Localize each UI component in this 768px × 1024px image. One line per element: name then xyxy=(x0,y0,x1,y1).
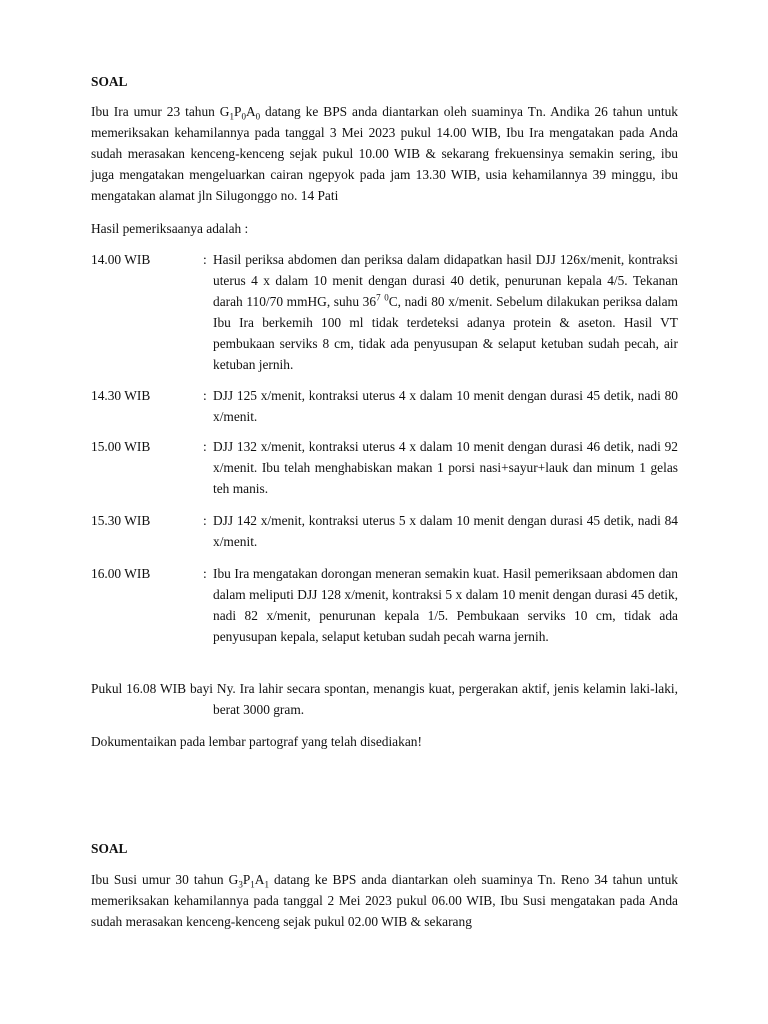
entry-colon: : xyxy=(203,513,207,528)
entry-text: Ibu Ira mengatakan dorongan meneran semakin kuat. Hasil pemeriksaan abdomen dan dalam meliputi DJJ 128 x/menit, kontraksi 5 x dalam 10 menit dengan durasi 45 detik, nadi 82 x/menit, penurunan kepala 1/5. Pembukaan serviks 10 cm, tidak ada penyusupan kepala, selaput ketuban sudah pecah warna jernih. xyxy=(213,566,678,644)
entry-colon: : xyxy=(203,566,207,581)
entry-time: 15.00 WIB xyxy=(91,439,151,454)
entry-time: 14.30 WIB xyxy=(91,388,151,403)
case-intro-2: Ibu Susi umur 30 tahun $G_3P_1A_1$ datang ke BPS anda diantarkan oleh suaminya Tn. Reno 34 tahun untuk memeriksakan kehamilannya pada tanggal 2 Mei 2023 pukul 06.00 WIB, Ibu Susi mengatakan pada Anda sudah merasakan kenceng-kenceng sejak pukul 02.00 WIB & sekarang xyxy=(91,872,678,929)
entry-time: 16.00 WIB xyxy=(91,566,151,581)
soal-heading-2: SOAL xyxy=(91,841,128,856)
entry-text: DJJ 132 x/menit, kontraksi uterus 4 x dalam 10 menit dengan durasi 46 detik, nadi 92 x/menit. Ibu telah menghabiskan makan 1 porsi nasi+sayur+lauk dan minum 1 gelas teh manis. xyxy=(213,439,678,496)
entry-text: DJJ 142 x/menit, kontraksi uterus 5 x dalam 10 menit dengan durasi 45 detik, nadi 84 x/menit. xyxy=(213,513,678,549)
entry-colon: : xyxy=(203,252,207,267)
entry-time: 15.30 WIB xyxy=(91,513,151,528)
exam-entry-1400 xyxy=(91,249,678,375)
entry-colon: : xyxy=(203,388,207,403)
entry-text: Hasil periksa abdomen dan periksa dalam didapatkan hasil DJJ 126x/menit, kontraksi uterus 4 x dalam 10 menit dengan durasi 40 detik, penurunan kepala 4/5. Tekanan darah 110/70 mmHG, suhu $36^7$ $^0$C, nadi 80 x/menit. Sebelum dilakukan periksa dalam Ibu Ira berkemih 100 ml tidak terdeteksi adanya protein & aseton. Hasil VT pembukaan serviks 8 cm, tidak ada penyusupan & selaput ketuban sudah pecah, air ketuban jernih. xyxy=(213,252,678,372)
soal-heading-1: SOAL xyxy=(91,74,128,89)
exam-entry-1500 xyxy=(91,436,678,499)
exam-entry-1600 xyxy=(91,563,678,647)
case-intro-1: Ibu Ira umur 23 tahun $G_1P_0A_0$ datang ke BPS anda diantarkan oleh suaminya Tn. Andika 26 tahun untuk memeriksakan kehamilannya pada tanggal 3 Mei 2023 pukul 14.00 WIB, Ibu Ira mengatakan pada Anda sudah merasakan kenceng-kenceng sejak pukul 10.00 WIB & sekarang frekuensinya semakin sering, ibu juga mengatakan mengeluarkan cairan ngepyok pada jam 13.30 WIB, usia kehamilannya 39 minggu, ibu mengatakan alamat jln Silugonggo no. 14 Pati xyxy=(91,104,678,203)
entry-time: 14.00 WIB xyxy=(91,252,151,267)
entry-colon: : xyxy=(203,439,207,454)
birth-note: Pukul 16.08 WIB bayi Ny. Ira lahir secara spontan, menangis kuat, pergerakan aktif, jenis kelamin laki-laki, berat 3000 gram. xyxy=(91,681,678,717)
results-label: Hasil pemeriksaanya adalah : xyxy=(91,221,249,236)
exam-entry-1530 xyxy=(91,510,678,552)
instruction-text: Dokumentaikan pada lembar partograf yang telah disediakan! xyxy=(91,734,422,749)
entry-text: DJJ 125 x/menit, kontraksi uterus 4 x dalam 10 menit dengan durasi 45 detik, nadi 80 x/menit. xyxy=(213,388,678,424)
exam-entry-1430 xyxy=(91,385,678,427)
